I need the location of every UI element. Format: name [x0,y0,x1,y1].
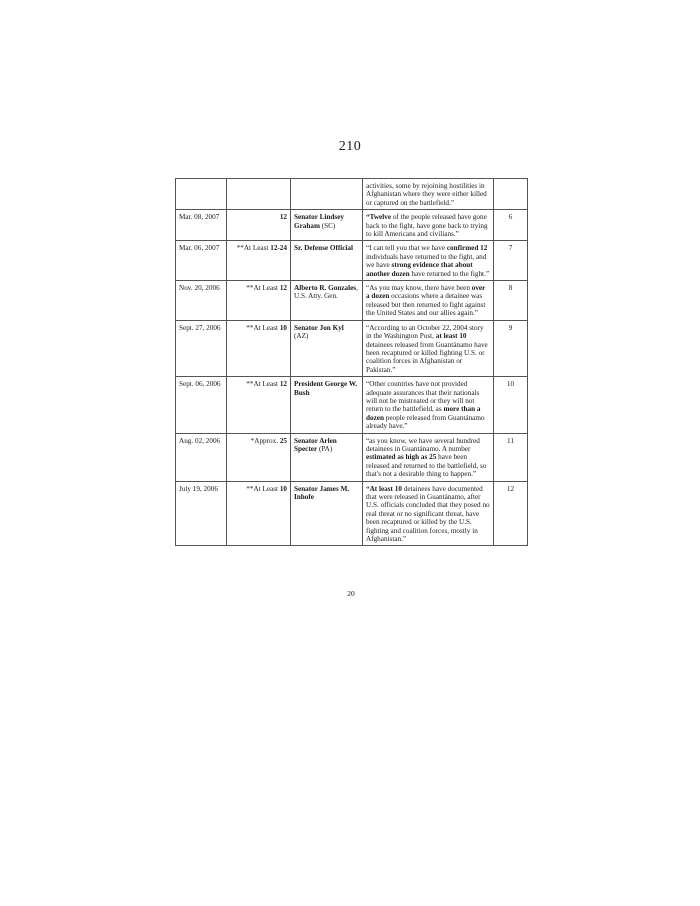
speaker-name: President George W. Bush [294,380,358,397]
quote-text: occasions where a detainee was released but then returned to fight against the United States and our allies again.” [366,292,486,318]
quote-text: “Other countries have not provided adequate assurances that their nationals will not be mistreated or they will not return to the battlefield, as [366,380,480,414]
count-value: 12 [279,213,287,222]
quote-emphasis: at least 10 [435,332,467,341]
table-row [176,377,528,433]
speaker-detail: (PA) [317,444,333,453]
count-prefix: **At Least [246,323,280,332]
quote-emphasis: over a dozen [366,284,486,301]
count-prefix: **At Least [236,244,271,253]
quote-cell [363,210,494,241]
speaker-name: Senator Arlen Specter [294,436,337,453]
table-row [176,320,528,376]
date-cell: July 19, 2006 [176,481,227,546]
quote-text: have returned to the fight.” [409,269,490,278]
count-cell [227,281,291,321]
speaker-cell [291,481,363,546]
speaker-cell [291,320,363,376]
date-cell: Aug. 02, 2006 [176,433,227,481]
count-cell [227,433,291,481]
speaker-name: Sr. Defense Official [294,244,354,253]
quote-emphasis: confirmed 12 [446,244,488,253]
date-cell: Sept. 27, 2006 [176,320,227,376]
count-prefix: **At Least [246,484,280,493]
count-cell [227,241,291,281]
date-cell: Nov. 20, 2006 [176,281,227,321]
speaker-detail: (SC) [319,221,336,230]
speaker-detail: (AZ) [294,332,309,341]
quote-text: “I can tell you that we have [366,244,447,253]
footnote-index-cell: 8 [494,281,528,321]
count-cell [227,210,291,241]
count-value: 10 [279,323,287,332]
speaker-cell [291,241,363,281]
footnote-index-cell [494,179,528,210]
count-value: 12 [279,380,287,389]
table-row [176,281,528,321]
quote-text: detainees have documented that were released in Guantánamo, after U.S. officials concluded that they posed no real threat or no significant threat, have been recaptured or killed by the U.S. fighting and coalition forces, mostly in Afghanistan.” [366,484,490,544]
date-cell: Mar. 06, 2007 [176,241,227,281]
count-value: 25 [279,436,287,445]
quote-cell [363,241,494,281]
quote-cell [363,179,494,210]
quote-cell [363,433,494,481]
quote-emphasis: estimated as high as 25 [366,453,437,462]
speaker-cell [291,179,363,210]
footnote-index-cell: 9 [494,320,528,376]
quote-text: have been released and returned to the battlefield, so that's not a desirable thing to happen.” [366,453,487,479]
table-row [176,433,528,481]
quote-text: people released from Guantánamo already have.” [366,413,485,431]
quote-cell [363,377,494,433]
speaker-name: Alberto R. Gonzales [294,284,357,293]
claims-table-body [176,179,528,546]
quote-text: “as you know, we have several hundred detainees in Guantánamo. A number [366,436,480,453]
table-row [176,210,528,241]
quote-emphasis: “Twelve [366,213,392,222]
count-value: 12-24 [270,244,287,253]
count-cell [227,320,291,376]
speaker-cell [291,377,363,433]
quote-cell [363,281,494,321]
footnote-index-cell: 6 [494,210,528,241]
quote-cell [363,320,494,376]
count-prefix: *Approx. [250,436,280,445]
speaker-cell [291,433,363,481]
table-row [176,241,528,281]
table-row [176,179,528,210]
quote-text: individuals have returned to the fight, and we have [366,252,487,270]
count-cell [227,481,291,546]
footnote-index-cell: 7 [494,241,528,281]
quote-text: detainees released from Guantánamo have been recaptured or killed fighting U.S. or coalition forces in Afghanistan or Pakistan.” [366,340,488,374]
date-cell [176,179,227,210]
claims-table [175,178,528,546]
speaker-name: Senator Jon Kyl [294,323,344,332]
table-row [176,481,528,546]
footnote-index-cell: 12 [494,481,528,546]
footnote-index-cell: 11 [494,433,528,481]
quote-text: of the people released have gone back to the fight, have gone back to trying to kill Americans and civilians.” [366,213,488,239]
count-value: 10 [279,484,287,493]
count-prefix: **At Least [246,284,280,293]
speaker-cell [291,281,363,321]
quote-text: “As you may know, there have been [366,284,472,293]
quote-emphasis: strong evidence that about another dozen [366,261,473,278]
page-number-bottom: 20 [347,589,355,598]
quote-emphasis: “At least 10 [366,484,402,493]
count-value: 12 [279,284,287,293]
date-cell: Mar. 08, 2007 [176,210,227,241]
speaker-name: Senator James M. Inhofe [294,484,350,501]
speaker-name: Senator Lindsey Graham [294,213,344,230]
count-prefix: **At Least [246,380,280,389]
quote-emphasis: more than a dozen [366,405,481,422]
quote-text: “According to an October 22, 2004 story in the Washington Post, [366,323,484,341]
quote-cell [363,481,494,546]
speaker-cell [291,210,363,241]
speaker-detail: , U.S. Atty. Gen. [294,284,358,301]
page-number-top: 210 [338,139,362,154]
quote-text: activities, some by rejoining hostilities in Afghanistan where they were either killed or captured on the battlefield.” [366,182,487,207]
count-cell [227,179,291,210]
count-cell [227,377,291,433]
date-cell: Sept. 06, 2006 [176,377,227,433]
footnote-index-cell: 10 [494,377,528,433]
